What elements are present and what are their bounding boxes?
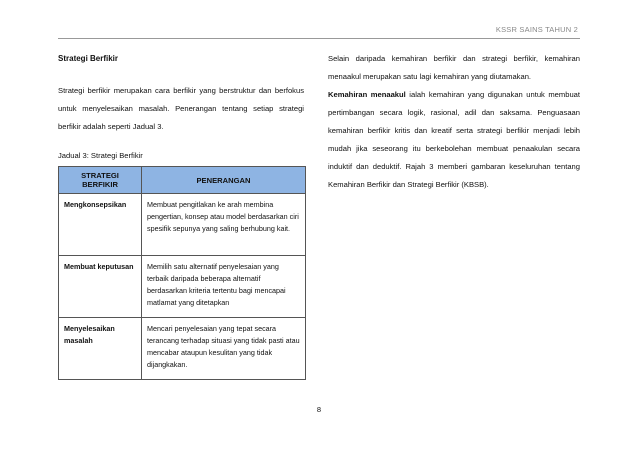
row-term: Membuat keputusan [59, 256, 142, 318]
reasoning-paragraph-1: Selain daripada kemahiran berfikir dan strategi berfikir, kemahiran menaakul merupakan satu lagi kemahiran yang diutamakan. [328, 54, 580, 81]
left-column [58, 50, 304, 380]
running-header: KSSR SAINS TAHUN 2 [495, 25, 578, 34]
table-row [59, 256, 306, 318]
table-row [59, 318, 306, 380]
row-description: Mencari penyelesaian yang tepat secara terancang terhadap situasi yang tidak pasti atau mencabar ataupun kesulitan yang tidak dijangkakan. [142, 318, 306, 380]
right-column [328, 50, 580, 194]
row-description: Membuat pengitlakan ke arah membina pengertian, konsep atau model berdasarkan ciri spesifik sepunya yang saling berhubung kait. [142, 194, 306, 256]
table-row [59, 194, 306, 256]
table-header-row [59, 167, 306, 194]
intro-paragraph: Strategi berfikir merupakan cara berfikir yang berstruktur dan berfokus untuk menyelesaikan masalah. Penerangan tentang setiap strategi berfikir adalah seperti Jadual 3. [58, 86, 304, 131]
page-number: 8 [316, 405, 322, 414]
paragraph-text: ialah kemahiran yang digunakan untuk membuat pertimbangan secara logik, rasional, adil dan saksama. Penguasaan kemahiran berfikir kritis dan kreatif serta strategi berfikir menjadi lebih mudah jika seseorang itu berkebolehan membuat penaakulan secara induktif dan deduktif. Rajah 3 memberi gambaran keseluruhan tentang Kemahiran Berfikir dan Strategi Berfikir (KBSB). [328, 90, 581, 189]
section-heading: Strategi Berfikir [58, 54, 119, 63]
bold-term: Kemahiran menaakul [328, 90, 406, 99]
column-header-strategy: STRATEGI BERFIKIR [59, 167, 142, 194]
reasoning-paragraph-2 [328, 86, 580, 194]
header-divider [58, 38, 580, 39]
strategy-table [58, 166, 306, 380]
row-term: Mengkonsepsikan [59, 194, 142, 256]
table-caption: Jadual 3: Strategi Berfikir [58, 151, 143, 160]
column-header-description: PENERANGAN [142, 167, 306, 194]
row-term: Menyelesaikan masalah [59, 318, 142, 380]
row-description: Memilih satu alternatif penyelesaian yang terbaik daripada beberapa alternatif berdasarkan kriteria tertentu bagi mencapai matlamat yang ditetapkan [142, 256, 306, 318]
